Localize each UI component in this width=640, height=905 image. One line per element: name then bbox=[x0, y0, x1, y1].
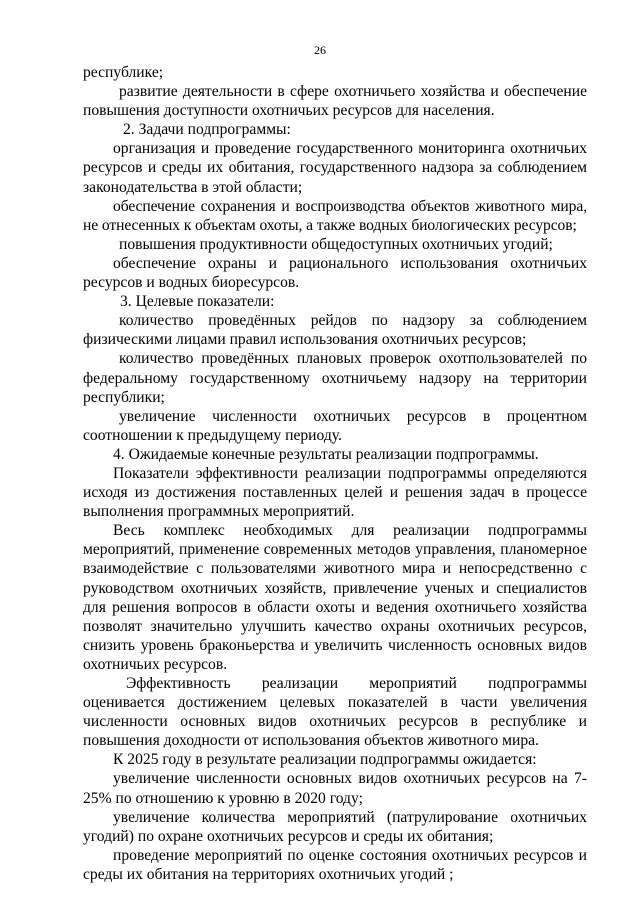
paragraph-2: развитие деятельности в сфере охотничьего хозяйства и обеспечение повышения доступности охотничьих ресурсов для населения. bbox=[83, 83, 587, 120]
paragraph-8: количество проведённых плановых проверок охотпользователей по федеральному государственному охотничьему надзору на территории республики; bbox=[83, 350, 587, 406]
paragraph-13: К 2025 году в результате реализации подпрограммы ожидается: bbox=[113, 751, 537, 769]
paragraph-16: проведение мероприятий по оценке состояния охотничьих ресурсов и среды их обитания на территориях охотничьих угодий ; bbox=[83, 846, 587, 883]
body-text bbox=[83, 63, 587, 884]
heading-indicators: 3. Целевые показатели: bbox=[120, 293, 275, 311]
paragraph-7: количество проведённых рейдов по надзору за соблюдением физическими лицами правил использования охотничьих ресурсов; bbox=[83, 312, 587, 349]
page-number: 26 bbox=[314, 43, 326, 57]
heading-results: 4. Ожидаемые конечные результаты реализации подпрограммы. bbox=[113, 445, 539, 463]
paragraph-11: Весь комплекс необходимых для реализации подпрограммы мероприятий, применение современных методов управления, планомерное взаимодействие с пользователями животного мира и непосредственно с руководством охотничьих хозяйств, привлечение ученых и специалистов для решения вопросов в области охоты и ведения охотничьего хозяйства позволят значительно улучшить качество охраны охотничьих ресурсов, снизить уровень браконьерства и увеличить численность основных видов охотничьих ресурсов. bbox=[83, 522, 587, 673]
paragraph-15: увеличение количества мероприятий (патрулирование охотничьих угодий) по охране охотничьих ресурсов и среды их обитания; bbox=[83, 808, 587, 845]
paragraph-12: Эффективность реализации мероприятий подпрограммы оценивается достижением целевых показателей в части увеличения численности основных видов охотничьих ресурсов в республике и повышения доходности от использования объектов животного мира. bbox=[83, 675, 587, 750]
paragraph-5: повышения продуктивности общедоступных охотничьих угодий; bbox=[119, 235, 553, 253]
paragraph-4: обеспечение сохранения и воспроизводства объектов животного мира, не отнесенных к объектам охоты, а также водных биологических ресурсов; bbox=[83, 197, 587, 234]
paragraph-3: организация и проведение государственного мониторинга охотничьих ресурсов и среды их обитания, государственного надзора за соблюдением законодательства в этой области; bbox=[83, 140, 587, 196]
paragraph-1: республике; bbox=[83, 64, 164, 81]
paragraph-9: увеличение численности охотничьих ресурсов в процентном соотношении к предыдущему периоду. bbox=[83, 407, 587, 444]
paragraph-6: обеспечение охраны и рационального использования охотничьих ресурсов и водных биоресурсов. bbox=[83, 254, 587, 292]
paragraph-14: увеличение численности основных видов охотничьих ресурсов на 7-25% по отношению к уровню в 2020 году; bbox=[83, 770, 587, 807]
paragraph-10: Показатели эффективности реализации подпрограммы определяются исходя из достижения поставленных целей и решения задач в процессе выполнения программных мероприятий. bbox=[83, 464, 587, 521]
heading-tasks: 2. Задачи подпрограммы: bbox=[123, 121, 291, 139]
